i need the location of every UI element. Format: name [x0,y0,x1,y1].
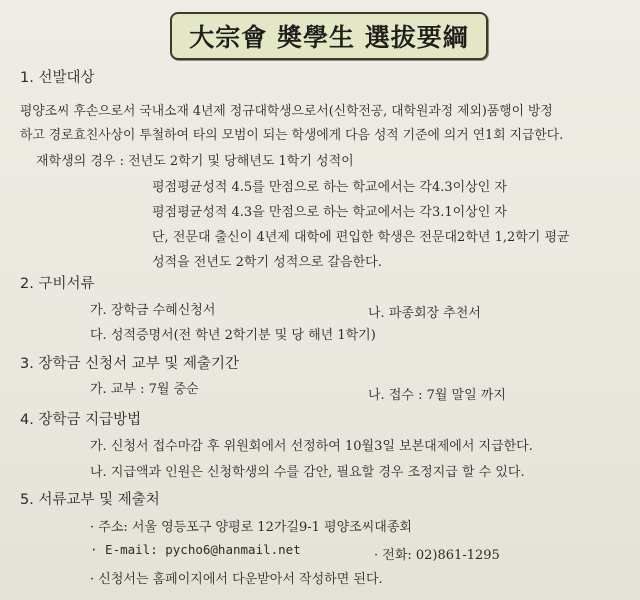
section4-item-a: 가. 신청서 접수마감 후 위원회에서 선정하여 10월3일 보본대제에서 지급한다. [90,439,533,454]
section3-heading: 3. 장학금 신청서 교부 및 제출기간 [20,356,239,372]
section2-item-b: 나. 파종회장 추천서 [368,306,481,321]
section1-intro-line1: 평양조씨 후손으로서 국내소재 4년제 정규대학생으로서(신학전공, 대학원과정 제외)품행이 방정 [20,104,553,119]
section3-item-a: 가. 교부 : 7월 중순 [90,382,199,397]
title-box [170,12,488,60]
section5-note: · 신청서는 홈페이지에서 다운받아서 작성하면 된다. [90,572,383,587]
section1-criteria-line1: 재학생의 경우 : 전년도 2학기 및 당해년도 1학기 성적이 [36,154,354,169]
section2-item-a: 가. 장학금 수혜신청서 [90,303,216,318]
section4-heading: 4. 장학금 지급방법 [20,412,142,428]
section5-heading: 5. 서류교부 및 제출처 [20,492,160,508]
section1-heading: 1. 선발대상 [20,70,95,86]
section1-criteria-line2: 평점평균성적 4.5를 만점으로 하는 학교에서는 각4.3이상인 자 [152,180,507,195]
section4-item-b: 나. 지급액과 인원은 신청학생의 수를 감안, 필요할 경우 조정지급 할 수 있다. [90,465,525,480]
section1-criteria-line5: 성적을 전년도 2학기 성적으로 갈음한다. [152,255,382,270]
section5-email: · E-mail: pycho6@hanmail.net [90,542,301,557]
section1-intro-line2: 하고 경로효친사상이 투철하여 타의 모범이 되는 학생에게 다음 성적 기준에 의거 연1회 지급한다. [20,128,564,143]
document-title: 大宗會 奬學生 選拔要綱 [189,23,469,52]
section3-item-b: 나. 접수 : 7월 말일 까지 [368,388,506,403]
section2-item-c: 다. 성적증명서(전 학년 2학기분 및 당 해년 1학기) [90,328,376,343]
section1-criteria-line3: 평점평균성적 4.3을 만점으로 하는 학교에서는 각3.1이상인 자 [152,205,507,220]
section5-address: · 주소: 서울 영등포구 양평로 12가길9-1 평양조씨대종회 [90,520,412,535]
section5-phone: · 전화: 02)861-1295 [374,548,500,563]
section2-heading: 2. 구비서류 [20,276,95,292]
section1-criteria-line4: 단, 전문대 출신이 4년제 대학에 편입한 학생은 전문대2학년 1,2학기 평균 [152,230,570,245]
